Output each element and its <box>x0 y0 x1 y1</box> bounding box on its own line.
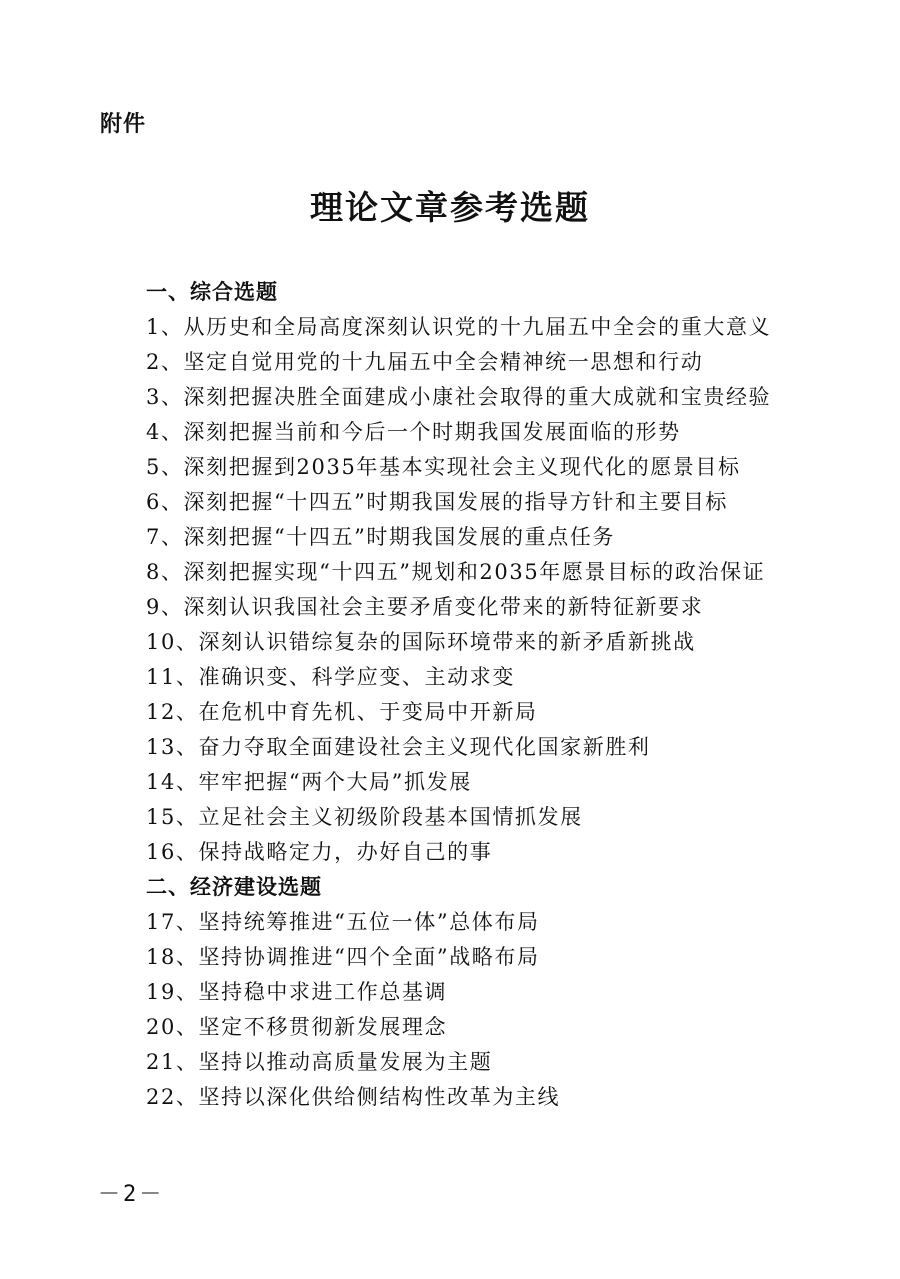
topic-item: 7、深刻把握“十四五”时期我国发展的重点任务 <box>146 525 616 549</box>
topic-item: 8、深刻把握实现“十四五”规划和2035年愿景目标的政治保证 <box>146 560 766 584</box>
document-title: 理论文章参考选题 <box>310 188 590 227</box>
topic-item: 22、坚持以深化供给侧结构性改革为主线 <box>146 1085 561 1109</box>
topic-list <box>146 275 846 1115</box>
topic-item: 20、坚定不移贯彻新发展理念 <box>146 1015 448 1039</box>
attachment-label: 附件 <box>100 112 147 137</box>
topic-item: 12、在危机中育先机、于变局中开新局 <box>146 700 538 724</box>
page-number: －2－ <box>98 1182 165 1207</box>
topic-item: 4、深刻把握当前和今后一个时期我国发展面临的形势 <box>146 420 681 444</box>
topic-item: 13、奋力夺取全面建设社会主义现代化国家新胜利 <box>146 735 651 759</box>
topic-item: 9、深刻认识我国社会主要矛盾变化带来的新特征新要求 <box>146 595 704 619</box>
section-heading: 一、综合选题 <box>146 280 278 304</box>
topic-item: 19、坚持稳中求进工作总基调 <box>146 980 448 1004</box>
topic-item: 16、保持战略定力，办好自己的事 <box>146 840 493 864</box>
topic-item: 6、深刻把握“十四五”时期我国发展的指导方针和主要目标 <box>146 490 729 514</box>
topic-item: 3、深刻把握决胜全面建成小康社会取得的重大成就和宝贵经验 <box>146 385 772 409</box>
topic-item: 2、坚定自觉用党的十九届五中全会精神统一思想和行动 <box>146 350 704 374</box>
topic-item: 21、坚持以推动高质量发展为主题 <box>146 1050 493 1074</box>
topic-item: 18、坚持协调推进“四个全面”战略布局 <box>146 945 540 969</box>
topic-item: 14、牢牢把握“两个大局”抓发展 <box>146 770 472 794</box>
section-heading: 二、经济建设选题 <box>146 875 322 899</box>
topic-item: 5、深刻把握到2035年基本实现社会主义现代化的愿景目标 <box>146 455 741 479</box>
topic-item: 1、从历史和全局高度深刻认识党的十九届五中全会的重大意义 <box>146 315 772 339</box>
topic-item: 15、立足社会主义初级阶段基本国情抓发展 <box>146 805 583 829</box>
topic-item: 11、准确识变、科学应变、主动求变 <box>146 665 515 689</box>
topic-item: 17、坚持统筹推进“五位一体”总体布局 <box>146 910 540 934</box>
topic-item: 10、深刻认识错综复杂的国际环境带来的新矛盾新挑战 <box>146 630 696 654</box>
